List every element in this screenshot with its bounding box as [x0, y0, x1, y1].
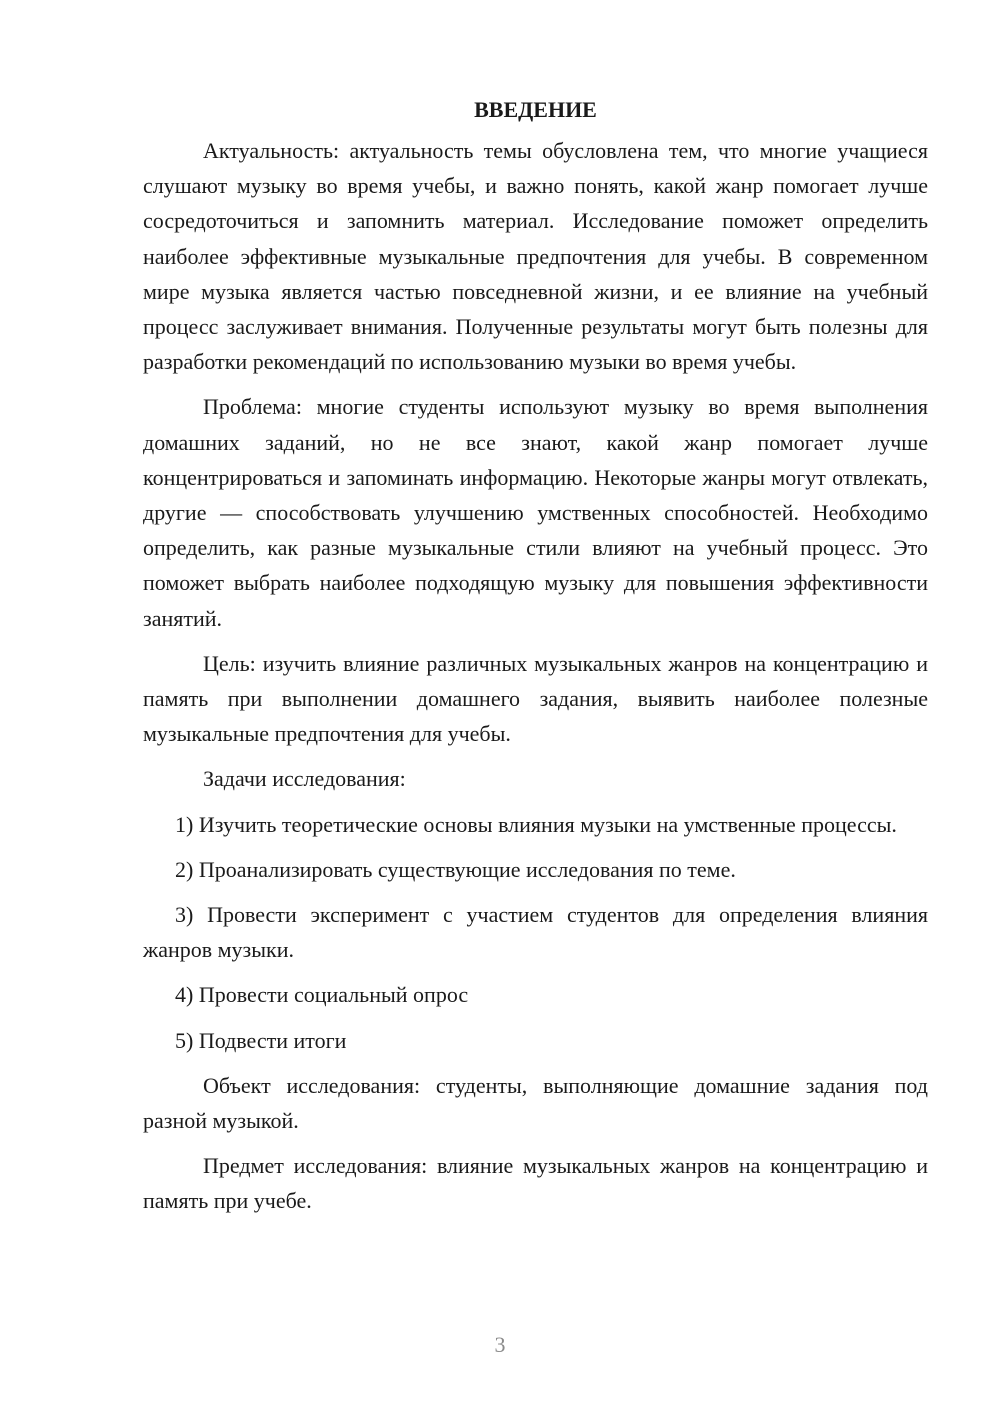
document-page — [143, 92, 928, 1229]
task-item-3: 3) Провести эксперимент с участием студентов для определения влияния жанров музыки. — [143, 902, 928, 963]
paragraph-subject: Предмет исследования: влияние музыкальных жанров на концентрацию и память при учебе. — [143, 1153, 928, 1214]
paragraph-object: Объект исследования: студенты, выполняющие домашние задания под разной музыкой. — [143, 1072, 928, 1134]
tasks-heading: Задачи исследования: — [203, 766, 406, 792]
paragraph-problem: Проблема: многие студенты используют музыку во время выполнения домашних заданий, но не все знают, какой жанр помогает лучше концентрироваться и запоминать информацию. Некоторые жанры могут отвлекать, другие — способствовать улучшению умственных способностей. Необходимо определить, как разные музыкальные стили влияют на учебный процесс. Это поможет выбрать наиболее подходящую музыку для повышения эффективности занятий. — [143, 394, 928, 631]
task-item-4: 4) Провести социальный опрос — [175, 982, 469, 1008]
section-title: ВВЕДЕНИЕ — [474, 97, 597, 122]
task-item-2: 2) Проанализировать существующие исследования по теме. — [175, 856, 736, 882]
page-number: 3 — [494, 1332, 506, 1357]
task-item-1: 1) Изучить теоретические основы влияния музыки на умственные процессы. — [175, 811, 897, 837]
paragraph-goal: Цель: изучить влияние различных музыкальных жанров на концентрацию и память при выполнении домашнего задания, выявить наиболее полезные музыкальные предпочтения для учебы. — [143, 650, 928, 747]
paragraph-relevance: Актуальность: актуальность темы обусловлена тем, что многие учащиеся слушают музыку во время учебы, и важно понять, какой жанр помогает лучше сосредоточиться и запомнить материал. Исследование поможет определить наиболее эффективные музыкальные предпочтения для учебы. В современном мире музыка является частью повседневной жизни, и ее влияние на учебный процесс заслуживает внимания. Полученные результаты могут быть полезны для разработки рекомендаций по использованию музыки во время учебы. — [143, 138, 928, 375]
task-item-5: 5) Подвести итоги — [175, 1027, 347, 1053]
